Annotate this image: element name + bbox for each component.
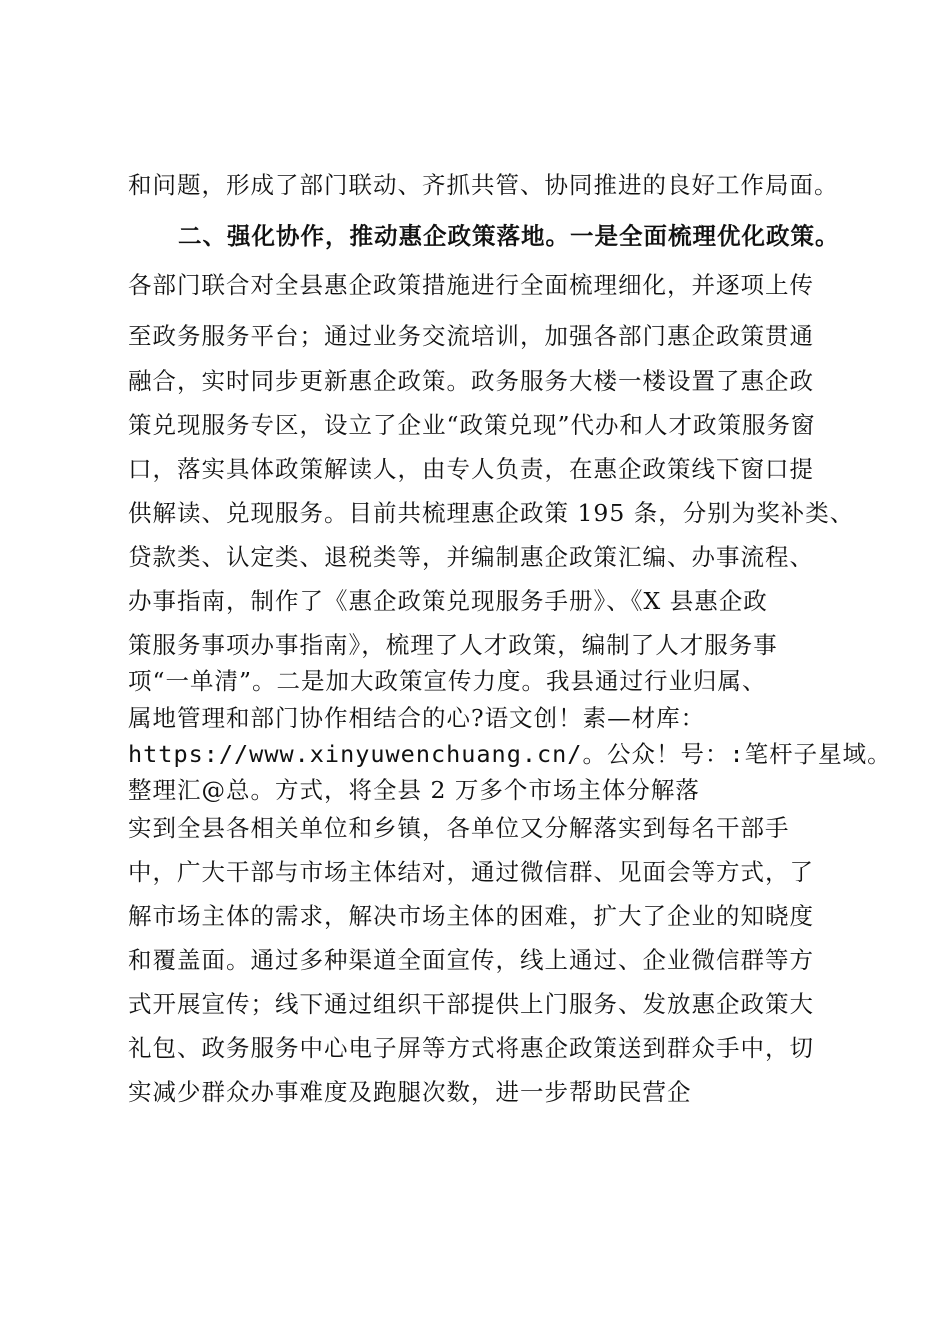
paragraph-line: https://www.xinyuwenchuang.cn/。公众！号：:笔杆子星域。 (128, 740, 892, 768)
paragraph-line: 和问题，形成了部门联动、齐抓共管、协同推进的良好工作局面。 (128, 171, 839, 199)
paragraph-line: 办事指南，制作了《惠企政策兑现服务手册》、《X 县惠企政 (128, 587, 768, 615)
paragraph-line: 属地管理和部门协作相结合的心?语文创！素—材库： (128, 704, 706, 732)
section-heading: 二、强化协作，推动惠企政策落地。一是全面梳理优化政策。 (178, 222, 840, 250)
paragraph-line: 实到全县各相关单位和乡镇，各单位又分解落实到每名干部手 (128, 814, 790, 842)
paragraph-line: 供解读、兑现服务。目前共梳理惠企政策 195 条，分别为奖补类、 (128, 499, 855, 527)
paragraph-line: 和覆盖面。通过多种渠道全面宣传，线上通过、企业微信群等方 (128, 946, 814, 974)
paragraph-line: 实减少群众办事难度及跑腿次数，进一步帮助民营企 (128, 1078, 692, 1106)
paragraph-line: 中，广大干部与市场主体结对，通过微信群、见面会等方式，了 (128, 858, 814, 886)
paragraph-line: 解市场主体的需求，解决市场主体的困难，扩大了企业的知晓度 (128, 902, 814, 930)
paragraph-line: 策服务事项办事指南》，梳理了人才政策，编制了人才服务事 (128, 631, 778, 659)
paragraph-line: 融合，实时同步更新惠企政策。政务服务大楼一楼设置了惠企政 (128, 367, 814, 395)
paragraph-line: 式开展宣传；线下通过组织干部提供上门服务、发放惠企政策大 (128, 990, 814, 1018)
paragraph-line: 各部门联合对全县惠企政策措施进行全面梳理细化，并逐项上传 (128, 271, 814, 299)
paragraph-line: 礼包、政务服务中心电子屏等方式将惠企政策送到群众手中，切 (128, 1034, 814, 1062)
paragraph-line: 口，落实具体政策解读人，由专人负责，在惠企政策线下窗口提 (128, 455, 814, 483)
paragraph-line: 整理汇@总。方式，将全县 2 万多个市场主体分解落 (128, 776, 700, 804)
paragraph-line: 至政务服务平台；通过业务交流培训，加强各部门惠企政策贯通 (128, 322, 814, 350)
paragraph-line: 策兑现服务专区，设立了企业“政策兑现”代办和人才政策服务窗 (128, 411, 816, 439)
paragraph-line: 项“一单清”。二是加大政策宣传力度。我县通过行业归属、 (128, 667, 767, 695)
paragraph-line: 贷款类、认定类、退税类等，并编制惠企政策汇编、办事流程、 (128, 543, 814, 571)
